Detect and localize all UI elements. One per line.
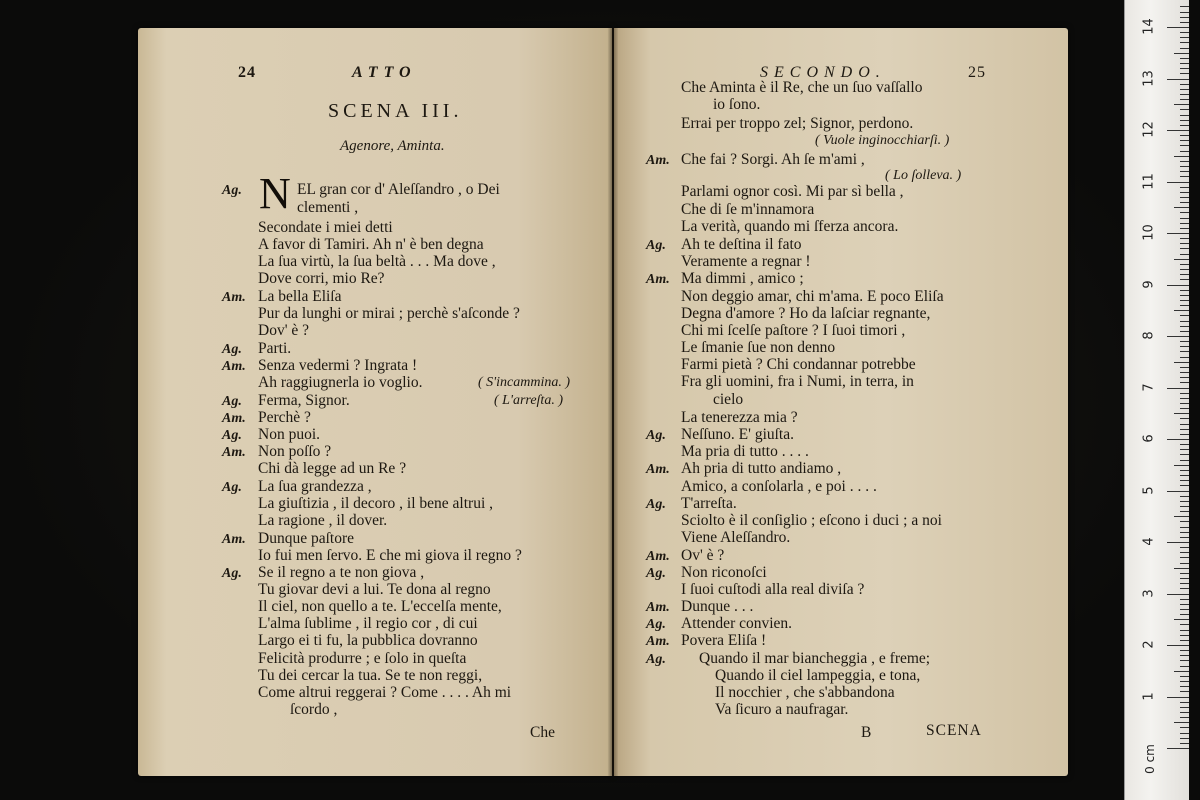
ruler-tick	[1180, 630, 1189, 631]
ruler-tick	[1180, 377, 1189, 378]
ruler-tick	[1180, 269, 1189, 270]
ruler-number: 9	[1141, 279, 1157, 289]
ruler-tick	[1180, 305, 1189, 306]
verse-line: Che di ſe m'innamora	[681, 201, 815, 218]
verse-line: Ma pria di tutto . . . .	[681, 443, 809, 460]
ruler-tick	[1167, 130, 1189, 131]
ruler-tick	[1180, 707, 1189, 708]
ruler-tick	[1180, 738, 1189, 739]
ruler-tick	[1180, 532, 1189, 533]
ruler-tick	[1180, 563, 1189, 564]
verse-line: Se il regno a te non giova ,	[258, 564, 425, 581]
ruler-tick	[1180, 238, 1189, 239]
ruler-tick	[1167, 697, 1189, 698]
ruler-tick	[1180, 176, 1189, 177]
speaker-label: Ag.	[646, 652, 666, 667]
verse-line: Ma dimmi , amico ;	[681, 270, 804, 287]
ruler-tick	[1180, 202, 1189, 203]
verse-line: io ſono.	[713, 96, 761, 113]
speaker-label: Am.	[222, 411, 246, 426]
speaker-label: Ag.	[222, 428, 242, 443]
ruler-tick	[1174, 722, 1189, 723]
ruler-tick	[1167, 388, 1189, 389]
ruler-tick	[1180, 454, 1189, 455]
ruler-tick	[1180, 557, 1189, 558]
verse-line: La giuſtizia , il decoro , il bene altrui ,	[258, 495, 494, 512]
ruler-tick	[1180, 99, 1189, 100]
ruler-tick	[1180, 94, 1189, 95]
ruler-tick	[1180, 408, 1189, 409]
ruler-unit-label: 0 cm	[1142, 744, 1157, 774]
ruler-tick	[1180, 197, 1189, 198]
ruler-number: 11	[1141, 172, 1157, 190]
ruler-tick	[1180, 547, 1189, 548]
ruler-number: 13	[1141, 69, 1157, 87]
ruler-tick	[1180, 578, 1189, 579]
ruler-number: 6	[1141, 434, 1157, 443]
verse-line: A favor di Tamiri. Ah n' è ben degna	[258, 236, 484, 253]
scene-characters: Agenore, Aminta.	[340, 138, 445, 154]
ruler-number: 10	[1141, 224, 1157, 241]
verse-line: Fra gli uomini, fra i Numi, in terra, in	[681, 373, 914, 390]
speaker-label: Ag.	[646, 617, 666, 632]
ruler-tick	[1180, 640, 1189, 641]
ruler-tick	[1167, 79, 1189, 80]
ruler-tick	[1180, 511, 1189, 512]
speaker-label: Ag.	[222, 342, 242, 357]
ruler-tick	[1174, 310, 1189, 311]
ruler-tick	[1180, 279, 1189, 280]
ruler-tick	[1174, 619, 1189, 620]
ruler-number: 7	[1141, 382, 1157, 392]
speaker-label: Am.	[646, 600, 670, 615]
verse-line: Viene Aleſſandro.	[681, 529, 791, 546]
verse-line: Quando il mar biancheggia , e freme;	[699, 650, 931, 667]
ruler-tick	[1180, 635, 1189, 636]
ruler-tick	[1180, 552, 1189, 553]
ruler-tick	[1174, 207, 1189, 208]
verse-line: Io fui men ſervo. E che mi giova il regno ?	[258, 547, 522, 564]
ruler-tick	[1180, 480, 1189, 481]
verse-line: Povera Eliſa !	[681, 632, 767, 649]
ruler-tick	[1180, 254, 1189, 255]
ruler-tick	[1167, 285, 1189, 286]
verse-line: Sciolto è il conſiglio ; eſcono i duci ; a noi	[681, 512, 942, 529]
speaker-label: Am.	[646, 462, 670, 477]
ruler-tick	[1180, 32, 1189, 33]
verse-line: Ah raggiugnerla io voglio.	[258, 374, 423, 391]
speaker-label: Am.	[222, 290, 246, 305]
speaker-label: Am.	[646, 272, 670, 287]
ruler-tick	[1180, 140, 1189, 141]
ruler-tick	[1180, 588, 1189, 589]
ruler-tick	[1180, 145, 1189, 146]
ruler-tick	[1174, 259, 1189, 260]
verse-line: La verità, quando mi ſferza ancora.	[681, 218, 899, 235]
drop-cap: N	[259, 169, 291, 218]
ruler-tick	[1180, 341, 1189, 342]
speaker-label: Ag.	[646, 238, 666, 253]
scene-title: SCENA III.	[328, 100, 463, 122]
ruler-tick	[1180, 393, 1189, 394]
ruler-tick	[1180, 686, 1189, 687]
right-catchword: SCENA	[926, 722, 982, 739]
verse-line: EL gran cor d' Aleſſandro , o Dei	[297, 181, 500, 198]
ruler-tick	[1180, 161, 1189, 162]
stage-direction: ( L'arreſta. )	[494, 393, 563, 408]
ruler-tick	[1180, 135, 1189, 136]
ruler-tick	[1180, 666, 1189, 667]
ruler-number: 3	[1141, 588, 1157, 598]
verse-line: Tu dei cercar la tua. Se te non reggi,	[258, 667, 483, 684]
ruler-tick	[1180, 125, 1189, 126]
ruler-tick	[1180, 372, 1189, 373]
verse-line: Chi mi ſcelſe paſtore ? I ſuoi timori ,	[681, 322, 906, 339]
signature-mark: B	[861, 724, 872, 741]
verse-line: Dove corri, mio Re?	[258, 270, 385, 287]
verse-line: La ſua virtù, la ſua beltà . . . Ma dove ,	[258, 253, 496, 270]
verse-line: Farmi pietà ? Chi condannar potrebbe	[681, 356, 916, 373]
ruler-tick	[1180, 228, 1189, 229]
left-running-head: ATTO	[352, 64, 417, 81]
ruler-tick	[1167, 594, 1189, 595]
verse-line: Perchè ?	[258, 409, 311, 426]
ruler-tick	[1180, 326, 1189, 327]
ruler-tick	[1180, 115, 1189, 116]
ruler-tick	[1174, 465, 1189, 466]
verse-line: Dunque . . .	[681, 598, 754, 615]
ruler-number: 14	[1141, 18, 1157, 35]
speaker-label: Ag.	[222, 566, 242, 581]
speaker-label: Am.	[222, 532, 246, 547]
ruler-tick	[1180, 681, 1189, 682]
verse-line: Non puoi.	[258, 426, 320, 443]
ruler-tick	[1167, 27, 1189, 28]
verse-line: Il ciel, non quello a te. L'eccelſa mente,	[258, 598, 502, 615]
ruler-tick	[1180, 743, 1189, 744]
ruler-number: 8	[1141, 331, 1157, 340]
speaker-label: Ag.	[222, 183, 242, 198]
ruler-tick	[1180, 58, 1189, 59]
ruler-tick	[1167, 491, 1189, 492]
ruler-tick	[1180, 470, 1189, 471]
ruler-tick	[1180, 676, 1189, 677]
stage-direction: ( Lo ſolleva. )	[885, 168, 962, 183]
ruler-tick	[1180, 496, 1189, 497]
ruler-tick	[1174, 362, 1189, 363]
ruler-tick	[1180, 290, 1189, 291]
ruler-tick	[1180, 691, 1189, 692]
ruler-tick	[1180, 63, 1189, 64]
verse-line: Amico, a conſolarla , e poi . . . .	[681, 478, 877, 495]
ruler-tick	[1180, 424, 1189, 425]
ruler-tick	[1180, 192, 1189, 193]
ruler-tick	[1180, 527, 1189, 528]
ruler-tick	[1180, 120, 1189, 121]
ruler-tick	[1167, 748, 1189, 749]
speaker-label: Ag.	[646, 497, 666, 512]
verse-line: Parlami ognor così. Mi par sì bella ,	[681, 183, 904, 200]
ruler-number: 12	[1141, 121, 1157, 138]
ruler-tick	[1180, 501, 1189, 502]
stage-direction: ( S'incammina. )	[478, 375, 571, 390]
verse-line: Come altrui reggerai ? Come . . . . Ah mi	[258, 684, 512, 701]
ruler-tick	[1180, 655, 1189, 656]
ruler-tick	[1180, 624, 1189, 625]
ruler-tick	[1180, 6, 1189, 7]
ruler-tick	[1180, 73, 1189, 74]
ruler-tick	[1180, 351, 1189, 352]
ruler-tick	[1180, 733, 1189, 734]
verse-line: Che Aminta è il Re, che un ſuo vaſſallo	[681, 79, 923, 96]
ruler-tick	[1180, 403, 1189, 404]
ruler-tick	[1180, 264, 1189, 265]
ruler-tick	[1180, 460, 1189, 461]
ruler-number: 5	[1141, 485, 1157, 495]
verse-line: Degna d'amore ? Ho da laſciar regnante,	[681, 305, 931, 322]
ruler-tick	[1167, 233, 1189, 234]
ruler-tick	[1180, 48, 1189, 49]
ruler-number: 1	[1141, 691, 1157, 701]
verse-line: Dov' è ?	[258, 322, 309, 339]
ruler-tick	[1180, 321, 1189, 322]
ruler-tick	[1180, 218, 1189, 219]
ruler-tick	[1180, 12, 1189, 13]
ruler-tick	[1180, 166, 1189, 167]
ruler-tick	[1180, 274, 1189, 275]
ruler-tick	[1174, 671, 1189, 672]
ruler-tick	[1180, 418, 1189, 419]
verse-line: Parti.	[258, 340, 292, 357]
verse-line: Le ſmanie ſue non denno	[681, 339, 836, 356]
verse-line: Pur da lunghi or mirai ; perchè s'aſconde ?	[258, 305, 520, 322]
verse-line: L'alma ſublime , il regio cor , di cui	[258, 615, 478, 632]
ruler-number: 2	[1141, 640, 1157, 649]
ruler-tick	[1180, 109, 1189, 110]
verse-line: Senza vedermi ? Ingrata !	[258, 357, 418, 374]
ruler-tick	[1174, 413, 1189, 414]
verse-line: Veramente a regnar !	[681, 253, 811, 270]
ruler-tick	[1180, 583, 1189, 584]
speaker-label: Am.	[646, 634, 670, 649]
ruler-tick	[1167, 542, 1189, 543]
right-running-head: SECONDO.	[760, 64, 886, 81]
verse-line: Chi dà legge ad un Re ?	[258, 460, 407, 477]
verse-line: Felicità produrre ; e ſolo in queſta	[258, 650, 467, 667]
verse-line: La ragione , il dover.	[258, 512, 388, 529]
verse-line: Largo ei ti fu, la pubblica dovranno	[258, 632, 478, 649]
speaker-label: Ag.	[222, 394, 242, 409]
speaker-label: Ag.	[646, 566, 666, 581]
ruler-tick	[1180, 434, 1189, 435]
ruler-tick	[1180, 346, 1189, 347]
ruler-tick	[1174, 568, 1189, 569]
ruler-tick	[1180, 331, 1189, 332]
verse-line: La tenerezza mia ?	[681, 409, 798, 426]
verse-line: Quando il ciel lampeggia, e tona,	[715, 667, 921, 684]
speaker-label: Am.	[222, 359, 246, 374]
ruler-tick	[1180, 295, 1189, 296]
stage-direction: ( Vuole inginocchiarſi. )	[815, 133, 950, 148]
ruler-tick	[1180, 650, 1189, 651]
ruler-number: 4	[1141, 537, 1157, 546]
ruler-tick	[1180, 660, 1189, 661]
ruler-tick	[1180, 315, 1189, 316]
ruler-tick	[1167, 182, 1189, 183]
verse-line: Non poſſo ?	[258, 443, 332, 460]
ruler-tick	[1174, 156, 1189, 157]
ruler-tick	[1180, 609, 1189, 610]
ruler-tick	[1174, 53, 1189, 54]
ruler-tick	[1180, 485, 1189, 486]
ruler-tick	[1180, 521, 1189, 522]
verse-line: clementi ,	[297, 199, 359, 216]
ruler-tick	[1180, 243, 1189, 244]
verse-line: Il nocchier , che s'abbandona	[715, 684, 895, 701]
verse-line: Va ſicuro a naufragar.	[715, 701, 849, 718]
ruler-tick	[1167, 645, 1189, 646]
ruler-tick	[1180, 449, 1189, 450]
verse-line: cielo	[713, 391, 744, 408]
ruler-tick	[1180, 248, 1189, 249]
verse-line: Neſſuno. E' giuſta.	[681, 426, 794, 443]
speaker-label: Am.	[222, 445, 246, 460]
ruler-tick	[1167, 439, 1189, 440]
ruler-tick	[1180, 614, 1189, 615]
verse-line: Errai per troppo zel; Signor, perdono.	[681, 115, 914, 132]
left-catchword: Che	[530, 724, 555, 741]
verse-line: Non deggio amar, chi m'ama. E poco Eliſa	[681, 288, 944, 305]
ruler-tick	[1167, 336, 1189, 337]
verse-line: La bella Eliſa	[258, 288, 342, 305]
ruler-tick	[1174, 516, 1189, 517]
left-page-number: 24	[238, 64, 256, 81]
ruler-tick	[1180, 68, 1189, 69]
ruler-tick	[1180, 702, 1189, 703]
verse-line: Non riconoſci	[681, 564, 767, 581]
ruler-tick	[1180, 22, 1189, 23]
verse-line: Tu giovar devi a lui. Te dona al regno	[258, 581, 491, 598]
speaker-label: Ag.	[222, 480, 242, 495]
verse-line: Che fai ? Sorgi. Ah ſe m'ami ,	[681, 151, 865, 168]
ruler-tick	[1180, 17, 1189, 18]
ruler-tick	[1180, 506, 1189, 507]
ruler-tick	[1180, 599, 1189, 600]
ruler-tick	[1180, 37, 1189, 38]
ruler-tick	[1180, 429, 1189, 430]
book-gutter	[608, 28, 618, 776]
ruler-tick	[1180, 727, 1189, 728]
ruler-tick	[1180, 151, 1189, 152]
ruler-tick	[1180, 89, 1189, 90]
verse-line: Ferma, Signor.	[258, 392, 350, 409]
speaker-label: Am.	[646, 549, 670, 564]
ruler-tick	[1180, 300, 1189, 301]
verse-line: Ah te deſtina il fato	[681, 236, 802, 253]
ruler-tick	[1180, 187, 1189, 188]
verse-line: Secondate i miei detti	[258, 219, 393, 236]
verse-line: I ſuoi cuſtodi alla real diviſa ?	[681, 581, 865, 598]
right-page-number: 25	[968, 64, 986, 81]
ruler-tick	[1180, 223, 1189, 224]
ruler-tick	[1180, 212, 1189, 213]
verse-line: T'arreſta.	[681, 495, 737, 512]
ruler-tick	[1180, 537, 1189, 538]
ruler-tick	[1174, 104, 1189, 105]
verse-line: Attender convien.	[681, 615, 793, 632]
verse-line: Ov' è ?	[681, 547, 725, 564]
speaker-label: Ag.	[646, 428, 666, 443]
ruler-tick	[1180, 717, 1189, 718]
ruler-tick	[1180, 398, 1189, 399]
verse-line: Ah pria di tutto andiamo ,	[681, 460, 842, 477]
ruler-tick	[1180, 444, 1189, 445]
verse-line: La ſua grandezza ,	[258, 478, 372, 495]
ruler-tick	[1180, 357, 1189, 358]
ruler-tick	[1180, 84, 1189, 85]
ruler-tick	[1180, 171, 1189, 172]
ruler-tick	[1180, 382, 1189, 383]
speaker-label: Am.	[646, 153, 670, 168]
ruler-tick	[1180, 712, 1189, 713]
ruler-tick	[1180, 573, 1189, 574]
ruler-tick	[1180, 604, 1189, 605]
ruler-tick	[1180, 367, 1189, 368]
ruler-tick	[1180, 42, 1189, 43]
verse-line: Dunque paſtore	[258, 530, 354, 547]
verse-line: ſcordo ,	[290, 701, 338, 718]
measuring-ruler	[1124, 0, 1189, 800]
ruler-tick	[1180, 475, 1189, 476]
